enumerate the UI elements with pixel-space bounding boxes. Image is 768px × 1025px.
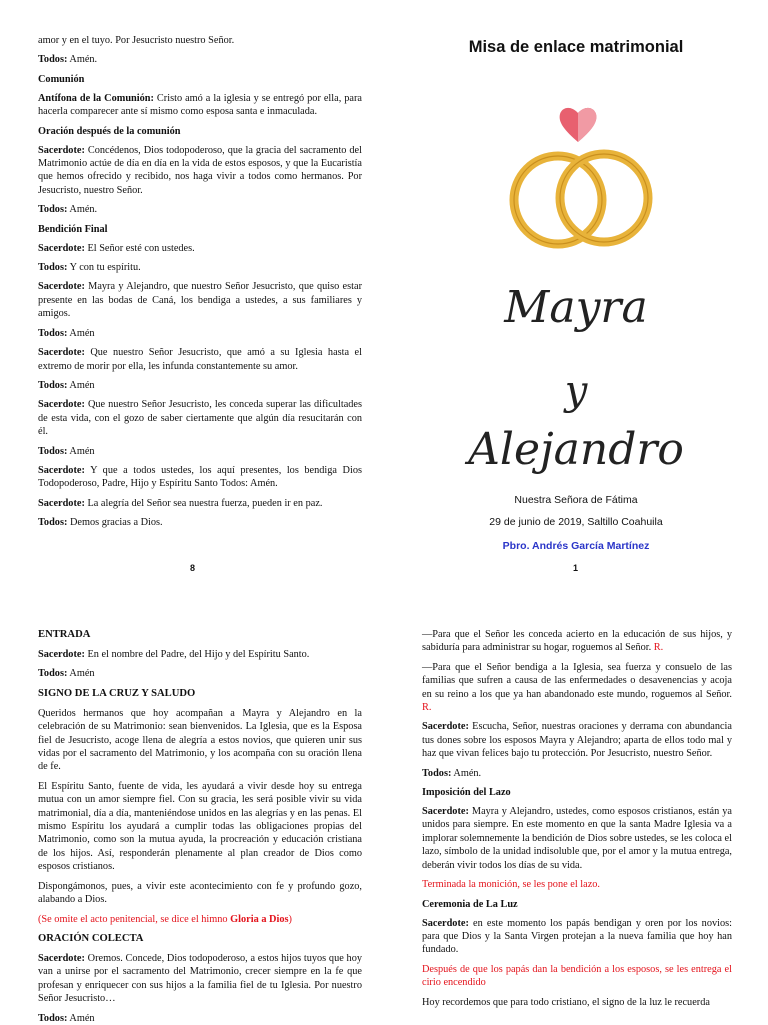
page-number: 1 bbox=[573, 563, 579, 573]
page-3 bbox=[384, 622, 768, 1024]
paragraph: Sacerdote: Escucha, Señor, nuestras oraciones y derrama con abundancia tus dones sobre los esposos Mayra y Alejandro; aparta de ellos todo mal y haz que vivan felices bajo tu protección. Por Jesucristo, nuestro Señor. bbox=[422, 721, 732, 760]
page-8 bbox=[0, 0, 384, 592]
paragraph: Dispongámonos, pues, a vivir este acontecimiento con fe y profundo gozo, alabando a Dios. bbox=[38, 880, 362, 906]
conjunction: y bbox=[564, 368, 588, 414]
paragraph: Todos: Amén. bbox=[38, 204, 98, 216]
paragraph: Sacerdote: Y que a todos ustedes, los aquí presentes, los bendiga Dios Todopoderoso, Padre, Hijo y Espíritu Santo Todos: Amén. bbox=[38, 464, 362, 490]
heart-icon bbox=[556, 104, 600, 144]
paragraph: Antífona de la Comunión: Cristo amó a la iglesia y se entregó por ella, para hacerla comparecer ante sí mismo como esposa santa e inmaculada. bbox=[38, 92, 362, 118]
paragraph: Sacerdote: Oremos. Concede, Dios todopoderoso, a estos hijos tuyos que hoy van a unirse por el sacramento del Matrimonio, crecer siempre en la fe que profesan y enriquecer con sus hijos a la familia fiel de tu Iglesia. Por nuestro Señor Jesucristo… bbox=[38, 952, 362, 1005]
church-name: Nuestra Señora de Fátima bbox=[514, 494, 638, 506]
cover-title: Misa de enlace matrimonial bbox=[468, 38, 684, 56]
paragraph: Todos: Demos gracias a Dios. bbox=[38, 517, 163, 529]
section-heading: Oración después de la comunión bbox=[38, 125, 181, 137]
section-heading: Imposición del Lazo bbox=[422, 787, 511, 799]
paragraph: Sacerdote: Que nuestro Señor Jesucristo, les conceda superar las dificultades de esta vida, con el gozo de saber ciertamente que algún día resucitarán con él. bbox=[38, 399, 362, 438]
paragraph: Sacerdote: El Señor esté con ustedes. bbox=[38, 242, 195, 254]
section-heading: Comunión bbox=[38, 73, 85, 85]
paragraph: Todos: Amén. bbox=[422, 767, 482, 779]
rubric-note: Después de que los papás dan la bendición a los esposos, se les entrega el cirio encendido bbox=[422, 963, 732, 989]
page-2 bbox=[0, 622, 384, 1024]
paragraph: Todos: Amén bbox=[38, 327, 95, 339]
groom-name: Alejandro bbox=[468, 424, 684, 475]
rubric-note: Terminada la monición, se les pone el lazo. bbox=[422, 879, 600, 891]
paragraph: Sacerdote: Concédenos, Dios todopoderoso, que la gracia del sacramento del Matrimonio actúe de día en día en la vida de estos esposos, y que la Eucaristía que hemos ofrecido y recibido, nos haga vivir a todos como hermanos. Por Jesucristo, nuestro Señor. bbox=[38, 144, 362, 196]
section-heading: Ceremonia de La Luz bbox=[422, 898, 518, 910]
paragraph: Sacerdote: Mayra y Alejandro, ustedes, como esposos cristianos, están ya unidos para siempre. En este momento en que la santa Madre Iglesia va a implorar solemnemente la bendición de Dios sobre ustedes, se les coloca el lazo, símbolo de la unidad indisoluble que, por el amor y la mutua entrega, deberán vivir todos los días de su vida. bbox=[422, 806, 732, 871]
paragraph: Todos: Amén bbox=[38, 1012, 95, 1024]
paragraph: Todos: Amén. bbox=[38, 54, 98, 66]
cover-page bbox=[384, 0, 768, 592]
section-heading: Bendición Final bbox=[38, 223, 108, 235]
section-heading: ENTRADA bbox=[38, 629, 91, 640]
paragraph: Queridos hermanos que hoy acompañan a Mayra y Alejandro en la celebración de su Matrimonio: sean bienvenidos. La Iglesia, que es la Esposa fiel de Jesucristo, acoge llena de alegría a estos novios, que quieren unir sus vidas por el sacramento del Matrimonio, y los acompaña con su oración llena de fe. bbox=[38, 707, 362, 773]
paragraph: —Para que el Señor bendiga a la Iglesia, sea fuerza y consuelo de las familias que sufren a causa de las enfermedades o desavenencias y acoja en su reino a los que ya han abandonado este mundo, roguemos al Señor. R. bbox=[422, 661, 732, 714]
paragraph: Todos: Amén bbox=[38, 668, 95, 680]
paragraph: Sacerdote: En el nombre del Padre, del Hijo y del Espíritu Santo. bbox=[38, 649, 310, 660]
paragraph: amor y en el tuyo. Por Jesucristo nuestro Señor. bbox=[38, 35, 235, 46]
rubric-note: (Se omite el acto penitencial, se dice el himno Gloria a Dios) bbox=[38, 913, 292, 925]
paragraph: Todos: Amén bbox=[38, 379, 95, 391]
section-heading: ORACIÓN COLECTA bbox=[38, 932, 144, 944]
paragraph: Sacerdote: La alegría del Señor sea nuestra fuerza, pueden ir en paz. bbox=[38, 497, 323, 509]
paragraph: Todos: Y con tu espíritu. bbox=[38, 262, 141, 274]
paragraph: Sacerdote: Mayra y Alejandro, que nuestro Señor Jesucristo, que quiso estar presente en las bodas de Caná, los bendiga a ustedes, a sus familiares y amigos. bbox=[38, 281, 362, 320]
bride-name: Mayra bbox=[504, 282, 648, 333]
date-place: 29 de junio de 2019, Saltillo Coahuila bbox=[489, 516, 663, 528]
paragraph: Sacerdote: Que nuestro Señor Jesucristo, que amó a su Iglesia hasta el extremo de morir por ella, les infunda constantemente su amor. bbox=[38, 347, 362, 372]
paragraph: El Espíritu Santo, fuente de vida, les ayudará a vivir desde hoy su entrega mutua con un amor siempre fiel. Con su gracia, les será posible vivir su vida matrimonial, día a día, manteniéndose unidos en las alegrías y en las penas. El mismo Espíritu los ayudará a cumplir todas las obligaciones propias del Matrimonio, como son la mutua ayuda, la procreación y educación cristiana de los hijos. Así, responderán plenamente al plan creador de Dios como esposos cristianos. bbox=[38, 780, 362, 873]
paragraph: Hoy recordemos que para todo cristiano, el signo de la luz le recuerda bbox=[422, 996, 710, 1008]
wedding-rings-icon bbox=[506, 142, 656, 254]
paragraph: —Para que el Señor les conceda acierto en la educación de sus hijos, y sabiduría para administrar su hogar, roguemos al Señor. R. bbox=[422, 629, 732, 654]
priest-name: Pbro. Andrés García Martínez bbox=[502, 540, 650, 552]
section-heading: SIGNO DE LA CRUZ Y SALUDO bbox=[38, 687, 196, 699]
paragraph: Sacerdote: en este momento los papás bendigan y oren por los novios: para que Dios y la Santa Virgen protejan a la nueva familia que hoy han fundado. bbox=[422, 917, 732, 956]
paragraph: Todos: Amén bbox=[38, 445, 95, 457]
page-number: 8 bbox=[190, 563, 196, 573]
